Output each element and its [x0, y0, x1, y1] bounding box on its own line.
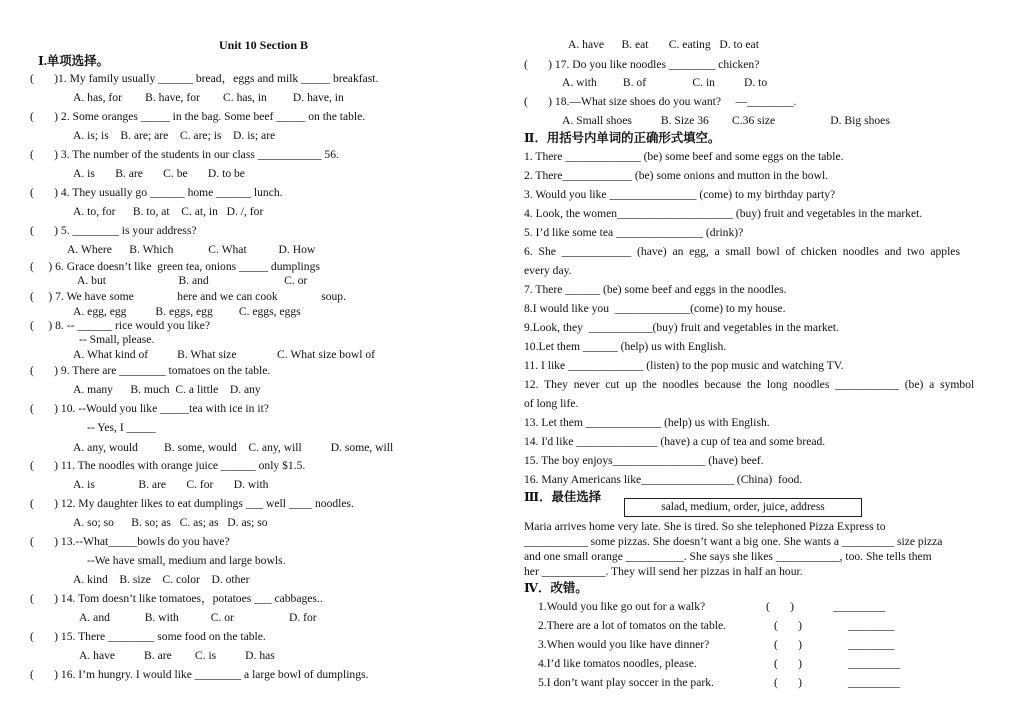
- worksheet-title: Unit 10 Section B: [219, 38, 309, 52]
- question-15: ( ) 15. There ________ some food on the table.: [30, 630, 266, 643]
- correction-item-2-paren: ( ): [774, 619, 803, 632]
- question-15-options: A. have B. are C. is D. has: [79, 649, 275, 662]
- fill-item-4: 4. Look, the women____________________ (buy) fruit and vegetables in the market.: [524, 207, 923, 220]
- fill-item-6-cont: every day.: [524, 264, 572, 277]
- question-16-options: A. have B. eat C. eating D. to eat: [568, 38, 759, 51]
- fill-item-3: 3. Would you like _______________ (come) to my birthday party?: [524, 188, 836, 201]
- question-2-options: A. is; is B. are; are C. are; is D. is; are: [73, 129, 276, 142]
- question-4: ( ) 4. They usually go ______ home ______ lunch.: [30, 186, 283, 199]
- correction-item-1-paren: ( ): [766, 600, 795, 613]
- question-3: ( ) 3. The number of the students in our class ___________ 56.: [30, 148, 339, 161]
- question-8: ( ) 8. -- ______ rice would you like?: [30, 319, 210, 332]
- question-9-options: A. many B. much C. a little D. any: [73, 383, 261, 396]
- correction-item-3-blank: ________: [848, 638, 895, 651]
- passage-line-3: and one small orange __________. She says she likes ___________, too. She tells them: [524, 550, 932, 563]
- question-12-options: A. so; so B. so; as C. as; as D. as; so: [73, 516, 268, 529]
- fill-item-12-cont: of long life.: [524, 397, 579, 410]
- fill-item-15: 15. The boy enjoys________________ (have) beef.: [524, 454, 764, 467]
- correction-item-3-paren: ( ): [774, 638, 803, 651]
- word-box: salad, medium, order, juice, address: [624, 498, 862, 517]
- correction-item-5: 5.I don’t want play soccer in the park.: [538, 676, 714, 689]
- question-5-options: A. Where B. Which C. What D. How: [67, 243, 316, 256]
- correction-item-2: 2.There are a lot of tomatos on the table.: [538, 619, 727, 632]
- fill-item-14: 14. I'd like ______________ (have) a cup of tea and some bread.: [524, 435, 826, 448]
- question-13: ( ) 13.--What_____bowls do you have?: [30, 535, 230, 548]
- correction-item-5-paren: ( ): [774, 676, 803, 689]
- fill-item-12: 12. They never cut up the noodles because the long noodles ___________ (be) a symbol: [524, 378, 975, 391]
- question-1-options: A. has, for B. have, for C. has, in D. have, in: [73, 91, 344, 104]
- question-7: ( ) 7. We have some here and we can cook soup.: [30, 290, 346, 303]
- passage-line-1: Maria arrives home very late. She is tired. So she telephoned Pizza Express to: [524, 520, 886, 533]
- correction-item-1-blank: _________: [833, 600, 886, 613]
- fill-item-10: 10.Let them ______ (help) us with English.: [524, 340, 727, 353]
- section-2-heading: Ⅱ．用括号内单词的正确形式填空。: [524, 131, 721, 145]
- question-4-options: A. to, for B. to, at C. at, in D. /, for: [73, 205, 264, 218]
- question-17: ( ) 17. Do you like noodles ________ chicken?: [524, 58, 760, 71]
- fill-item-5: 5. I’d like some tea _______________ (drink)?: [524, 226, 744, 239]
- question-14: ( ) 14. Tom doesn’t like tomatoes，potatoes ___ cabbages..: [30, 592, 323, 605]
- question-10-answer: -- Yes, I _____: [87, 421, 156, 434]
- passage-line-4: her ___________. They will send her pizzas in half an hour.: [524, 565, 803, 578]
- passage-line-2: ___________ some pizzas. She doesn’t want a big one. She wants a _________ size pizza: [524, 535, 943, 548]
- question-18-options: A. Small shoes B. Size 36 C.36 size D. Big shoes: [562, 114, 890, 127]
- fill-item-9: 9.Look, they ___________(buy) fruit and vegetables in the market.: [524, 321, 839, 334]
- question-10: ( ) 10. --Would you like _____tea with ice in it?: [30, 402, 269, 415]
- question-2: ( ) 2. Some oranges _____ in the bag. Some beef _____ on the table.: [30, 110, 366, 123]
- question-11-options: A. is B. are C. for D. with: [73, 478, 269, 491]
- correction-item-4: 4.I’d like tomatos noodles, please.: [538, 657, 697, 670]
- question-18: ( ) 18.—What size shoes do you want? —________.: [524, 95, 797, 108]
- question-3-options: A. is B. are C. be D. to be: [73, 167, 245, 180]
- question-1: ( )1. My family usually ______ bread，eggs and milk _____ breakfast.: [30, 72, 379, 85]
- question-17-options: A. with B. of C. in D. to: [562, 76, 768, 89]
- fill-item-1: 1. There _____________ (be) some beef and some eggs on the table.: [524, 150, 844, 163]
- fill-item-7: 7. There ______ (be) some beef and eggs in the noodles.: [524, 283, 787, 296]
- question-10-options: A. any, would B. some, would C. any, will D. some, will: [73, 441, 394, 454]
- question-13-options: A. kind B. size C. color D. other: [73, 573, 250, 586]
- question-9: ( ) 9. There are ________ tomatoes on the table.: [30, 364, 271, 377]
- question-8-answer: -- Small, please.: [79, 333, 155, 346]
- correction-item-4-blank: _________: [848, 657, 901, 670]
- fill-item-11: 11. I like _____________ (listen) to the pop music and watching TV.: [524, 359, 844, 372]
- question-6: ( ) 6. Grace doesn’t like green tea, onions _____ dumplings: [30, 260, 320, 273]
- question-14-options: A. and B. with C. or D. for: [79, 611, 317, 624]
- fill-item-16: 16. Many Americans like________________ (China) food.: [524, 473, 803, 486]
- question-13-answer: --We have small, medium and large bowls.: [87, 554, 286, 567]
- fill-item-6: 6. She ____________ (have) an egg, a small bowl of chicken noodles and two apples: [524, 245, 960, 258]
- section-3-heading: Ⅲ．最佳选择: [524, 490, 602, 504]
- fill-item-13: 13. Let them _____________ (help) us with English.: [524, 416, 770, 429]
- correction-item-4-paren: ( ): [774, 657, 803, 670]
- fill-item-2: 2. There____________ (be) some onions and mutton in the bowl.: [524, 169, 829, 182]
- question-12: ( ) 12. My daughter likes to eat dumplings ___ well ____ noodles.: [30, 497, 354, 510]
- fill-item-8: 8.I would like you _____________(come) to my house.: [524, 302, 786, 315]
- question-6-options: A. but B. and C. or: [77, 274, 308, 287]
- section-1-heading: Ⅰ.单项选择。: [38, 54, 109, 68]
- question-16: ( ) 16. I’m hungry. I would like ________ a large bowl of dumplings.: [30, 668, 369, 681]
- correction-item-2-blank: ________: [848, 619, 895, 632]
- section-4-heading: Ⅳ．改错。: [524, 581, 588, 595]
- question-11: ( ) 11. The noodles with orange juice ______ only $1.5.: [30, 459, 306, 472]
- correction-item-3: 3.When would you like have dinner?: [538, 638, 710, 651]
- question-8-options: A. What kind of B. What size C. What size bowl of: [73, 348, 376, 361]
- correction-item-5-blank: _________: [848, 676, 901, 689]
- correction-item-1: 1.Would you like go out for a walk?: [538, 600, 706, 613]
- question-5: ( ) 5. ________ is your address?: [30, 224, 197, 237]
- question-7-options: A. egg, egg B. eggs, egg C. eggs, eggs: [73, 305, 301, 318]
